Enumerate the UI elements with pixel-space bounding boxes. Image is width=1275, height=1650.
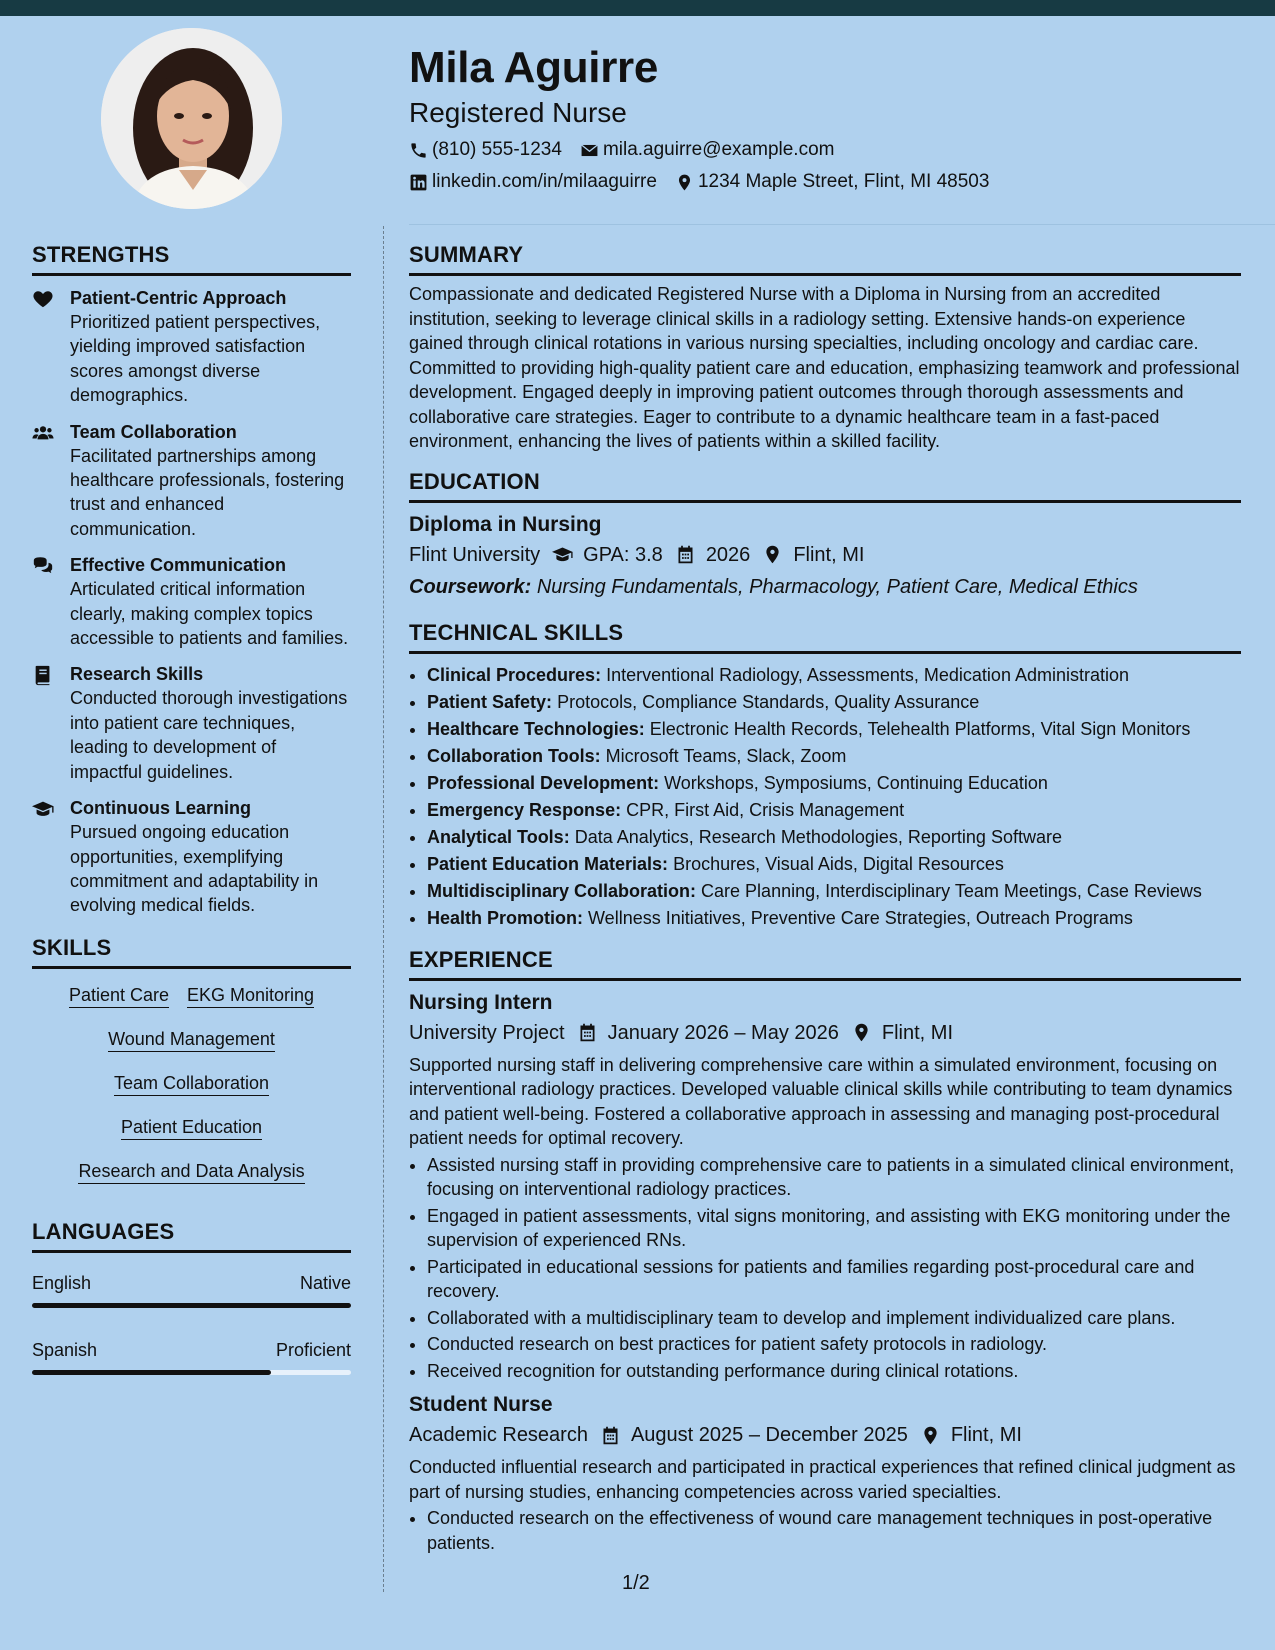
skill-value: Microsoft Teams, Slack, Zoom bbox=[605, 745, 847, 766]
gpa-text: GPA: 3.8 bbox=[583, 543, 663, 566]
section-title-technical-skills: TECHNICAL SKILLS bbox=[409, 619, 624, 645]
job-entry bbox=[409, 1391, 1241, 1555]
list-item: • Conducted research on best practices for patient safety protocols in radiology. bbox=[427, 1332, 1241, 1357]
strength-title: Research Skills bbox=[70, 664, 204, 685]
skill-value: Protocols, Compliance Standards, Quality Assurance bbox=[557, 691, 980, 712]
comments-icon bbox=[32, 555, 54, 577]
graduation-cap-icon bbox=[32, 798, 54, 820]
list-item bbox=[427, 743, 1241, 770]
graduation-year: 2026 bbox=[705, 543, 751, 566]
job-dates: August 2025 – December 2025 bbox=[630, 1424, 908, 1446]
header-separator bbox=[409, 224, 1275, 225]
skill-value: CPR, First Aid, Crisis Management bbox=[626, 799, 905, 820]
list-item bbox=[427, 905, 1241, 932]
skill-tag: Research and Data Analysis bbox=[78, 1159, 304, 1184]
section-rule bbox=[32, 1250, 351, 1253]
section-rule bbox=[409, 500, 1241, 503]
profile-photo bbox=[101, 28, 282, 209]
strength-desc: Articulated critical information clearly, making complex topics accessible to patients and families. bbox=[70, 579, 349, 649]
job-org: Academic Research bbox=[409, 1424, 588, 1446]
experience-section bbox=[409, 946, 1241, 1556]
list-item: • Engaged in patient assessments, vital signs monitoring, and assisting with EKG monitoring under the supervision of experienced RNs. bbox=[427, 1204, 1241, 1253]
list-item bbox=[427, 797, 1241, 824]
skill-label: Patient Education Materials: bbox=[427, 853, 669, 874]
skill-label: Patient Safety: bbox=[427, 691, 553, 712]
skill-label: Emergency Response: bbox=[427, 799, 622, 820]
envelope-icon bbox=[580, 141, 599, 160]
calendar-icon bbox=[600, 1425, 621, 1446]
strength-title: Patient-Centric Approach bbox=[70, 288, 287, 308]
section-rule bbox=[409, 978, 1241, 981]
graduation-cap-icon bbox=[552, 544, 573, 565]
contact-phone[interactable] bbox=[409, 138, 562, 162]
skill-value: Care Planning, Interdisciplinary Team Meetings, Case Reviews bbox=[701, 880, 1202, 901]
skill-label: Analytical Tools: bbox=[427, 826, 570, 847]
skill-tag: Patient Education bbox=[121, 1115, 262, 1140]
list-item bbox=[427, 878, 1241, 905]
list-item bbox=[427, 689, 1241, 716]
contact-row-1 bbox=[409, 138, 1249, 162]
page-number: 1/2 bbox=[622, 1572, 650, 1594]
book-icon bbox=[32, 664, 54, 686]
section-title-experience: EXPERIENCE bbox=[409, 946, 553, 972]
strength-item bbox=[32, 662, 351, 784]
job-org: University Project bbox=[409, 1021, 565, 1044]
strength-desc: Conducted thorough investigations into patient care techniques, leading to development of impactful guidelines. bbox=[70, 688, 348, 782]
strength-item bbox=[32, 553, 351, 650]
job-bullets bbox=[409, 1506, 1241, 1555]
job-location: Flint, MI bbox=[881, 1021, 954, 1044]
language-item bbox=[32, 1338, 351, 1375]
technical-skills-section bbox=[409, 619, 1241, 932]
job-title: Student Nurse bbox=[409, 1393, 553, 1416]
job-bullets bbox=[409, 1153, 1241, 1384]
skills-section bbox=[32, 934, 351, 1184]
location-pin-icon bbox=[675, 173, 694, 192]
skill-label: Collaboration Tools: bbox=[427, 745, 601, 766]
coursework-text: Nursing Fundamentals, Pharmacology, Patient Care, Medical Ethics bbox=[536, 575, 1138, 598]
summary-text: Compassionate and dedicated Registered Nurse with a Diploma in Nursing from an accredited institution, seeking to leverage clinical skills in a radiology setting. Extensive hands-on experience gained through clinical rotations in various nursing specialties, including oncology and cardiac care. Committed to providing high-quality patient care and education, emphasizing teamwork and professional development. Engaged deeply in improving patient outcomes through thorough assessments and collaborative care strategies. Eager to contribute to a dynamic healthcare team in a fast-paced environment, enhancing the lives of patients within a skilled facility. bbox=[409, 284, 1240, 451]
language-bar-fill bbox=[32, 1370, 271, 1375]
coursework-label: Coursework: bbox=[409, 575, 532, 598]
job-description: Conducted influential research and participated in practical experiences that refined clinical judgment as part of nursing studies, enhancing competencies across varied specialties. bbox=[409, 1457, 1236, 1502]
language-name: English bbox=[32, 1272, 92, 1293]
skill-label: Multidisciplinary Collaboration: bbox=[427, 880, 697, 901]
strength-desc: Facilitated partnerships among healthcare professionals, fostering trust and enhanced communication. bbox=[70, 445, 345, 539]
contact-address bbox=[675, 170, 990, 194]
section-title-education: EDUCATION bbox=[409, 468, 540, 494]
section-title-skills: SKILLS bbox=[32, 934, 112, 960]
skill-label: Healthcare Technologies: bbox=[427, 718, 645, 739]
linkedin-icon bbox=[409, 173, 428, 192]
language-bar-fill bbox=[32, 1303, 351, 1308]
job-location: Flint, MI bbox=[950, 1424, 1022, 1446]
skill-label: Clinical Procedures: bbox=[427, 664, 602, 685]
education-location: Flint, MI bbox=[793, 543, 865, 566]
coursework bbox=[409, 573, 1241, 601]
right-column bbox=[409, 241, 1241, 1557]
list-item bbox=[427, 716, 1241, 743]
job-dates: January 2026 – May 2026 bbox=[607, 1021, 839, 1044]
section-rule bbox=[32, 273, 351, 276]
degree-title: Diploma in Nursing bbox=[409, 512, 602, 536]
section-title-strengths: STRENGTHS bbox=[32, 242, 170, 267]
strength-title: Continuous Learning bbox=[70, 798, 251, 819]
list-item: • Assisted nursing staff in providing comprehensive care to patients in a simulated clinical environment, focusing on interventional radiology practices. bbox=[427, 1153, 1241, 1202]
languages-section bbox=[32, 1218, 351, 1375]
language-bar bbox=[32, 1370, 351, 1375]
calendar-icon bbox=[577, 1022, 598, 1043]
language-level: Proficient bbox=[275, 1339, 351, 1360]
contact-email[interactable] bbox=[580, 138, 835, 162]
section-rule bbox=[32, 966, 351, 969]
location-pin-icon bbox=[851, 1022, 872, 1043]
language-name: Spanish bbox=[32, 1339, 98, 1360]
address-text: 1234 Maple Street, Flint, MI 48503 bbox=[697, 171, 990, 192]
summary-section bbox=[409, 241, 1241, 454]
list-item bbox=[427, 770, 1241, 797]
location-pin-icon bbox=[920, 1425, 941, 1446]
technical-skills-list bbox=[409, 662, 1241, 932]
strength-title: Effective Communication bbox=[70, 555, 287, 576]
strengths-section bbox=[32, 241, 351, 918]
job-meta bbox=[409, 1019, 1241, 1047]
list-item: • Participated in educational sessions for patients and families regarding post-procedural care and recovery. bbox=[427, 1255, 1241, 1304]
skill-value: Electronic Health Records, Telehealth Platforms, Vital Sign Monitors bbox=[649, 718, 1191, 739]
section-title-languages: LANGUAGES bbox=[32, 1218, 175, 1244]
top-bar bbox=[0, 0, 1275, 16]
candidate-name: Mila Aguirre bbox=[409, 43, 659, 92]
phone-icon bbox=[409, 141, 428, 160]
left-column bbox=[32, 241, 351, 1375]
strength-item bbox=[32, 796, 351, 918]
phone-text: (810) 555-1234 bbox=[432, 139, 562, 160]
list-item: • Received recognition for outstanding performance during clinical rotations. bbox=[427, 1359, 1241, 1384]
candidate-role: Registered Nurse bbox=[409, 97, 627, 128]
education-meta bbox=[409, 541, 1241, 569]
job-title: Nursing Intern bbox=[409, 990, 553, 1014]
strength-desc: Pursued ongoing education opportunities, exemplifying commitment and adaptability in evolving medical fields. bbox=[70, 822, 319, 916]
location-pin-icon bbox=[762, 544, 783, 565]
skill-tag: Patient Care bbox=[69, 983, 169, 1008]
skill-tag: EKG Monitoring bbox=[187, 983, 314, 1008]
school-name: Flint University bbox=[409, 543, 541, 566]
contact-row-2 bbox=[409, 170, 1249, 194]
section-rule bbox=[409, 273, 1241, 276]
heart-icon bbox=[32, 288, 54, 310]
resume-header bbox=[409, 40, 1249, 194]
skill-value: Data Analytics, Research Methodologies, Reporting Software bbox=[574, 826, 1062, 847]
skill-label: Health Promotion: bbox=[427, 907, 583, 928]
strength-desc: Prioritized patient perspectives, yielding improved satisfaction scores amongst diverse demographics. bbox=[70, 312, 321, 406]
linkedin-text: linkedin.com/in/milaaguirre bbox=[432, 171, 657, 192]
skill-value: Interventional Radiology, Assessments, Medication Administration bbox=[606, 664, 1130, 685]
skill-value: Workshops, Symposiums, Continuing Education bbox=[664, 772, 1048, 793]
strength-title: Team Collaboration bbox=[70, 421, 237, 442]
calendar-icon bbox=[675, 544, 696, 565]
strength-item bbox=[32, 420, 351, 542]
job-entry bbox=[409, 989, 1241, 1384]
job-meta bbox=[409, 1421, 1241, 1449]
list-item: • Conducted research on the effectiveness of wound care management techniques in post-operative patients. bbox=[427, 1506, 1241, 1555]
users-icon bbox=[32, 422, 54, 444]
list-item bbox=[427, 662, 1241, 689]
language-level: Native bbox=[299, 1272, 351, 1293]
strength-item bbox=[32, 286, 351, 408]
contact-linkedin[interactable] bbox=[409, 170, 657, 194]
language-item bbox=[32, 1271, 351, 1308]
email-text: mila.aguirre@example.com bbox=[602, 139, 835, 160]
skill-value: Brochures, Visual Aids, Digital Resources bbox=[673, 853, 1004, 874]
education-section bbox=[409, 468, 1241, 601]
skill-tag: Wound Management bbox=[108, 1027, 275, 1052]
language-bar bbox=[32, 1303, 351, 1308]
column-divider bbox=[383, 226, 384, 1592]
list-item bbox=[427, 851, 1241, 878]
skill-tag: Team Collaboration bbox=[114, 1071, 269, 1096]
skill-value: Wellness Initiatives, Preventive Care Strategies, Outreach Programs bbox=[588, 907, 1133, 928]
section-title-summary: SUMMARY bbox=[409, 242, 524, 267]
job-description: Supported nursing staff in delivering comprehensive care within a simulated environment, focusing on interventional radiology practices. Developed valuable clinical skills while contributing to team dynamics and patient well-being. Fostered a collaborative approach in assessing and managing post-procedural patient needs for optimal recovery. bbox=[409, 1054, 1233, 1148]
skill-label: Professional Development: bbox=[427, 772, 660, 793]
section-rule bbox=[409, 651, 1241, 654]
list-item bbox=[427, 824, 1241, 851]
list-item: • Collaborated with a multidisciplinary team to develop and implement individualized care plans. bbox=[427, 1306, 1241, 1331]
